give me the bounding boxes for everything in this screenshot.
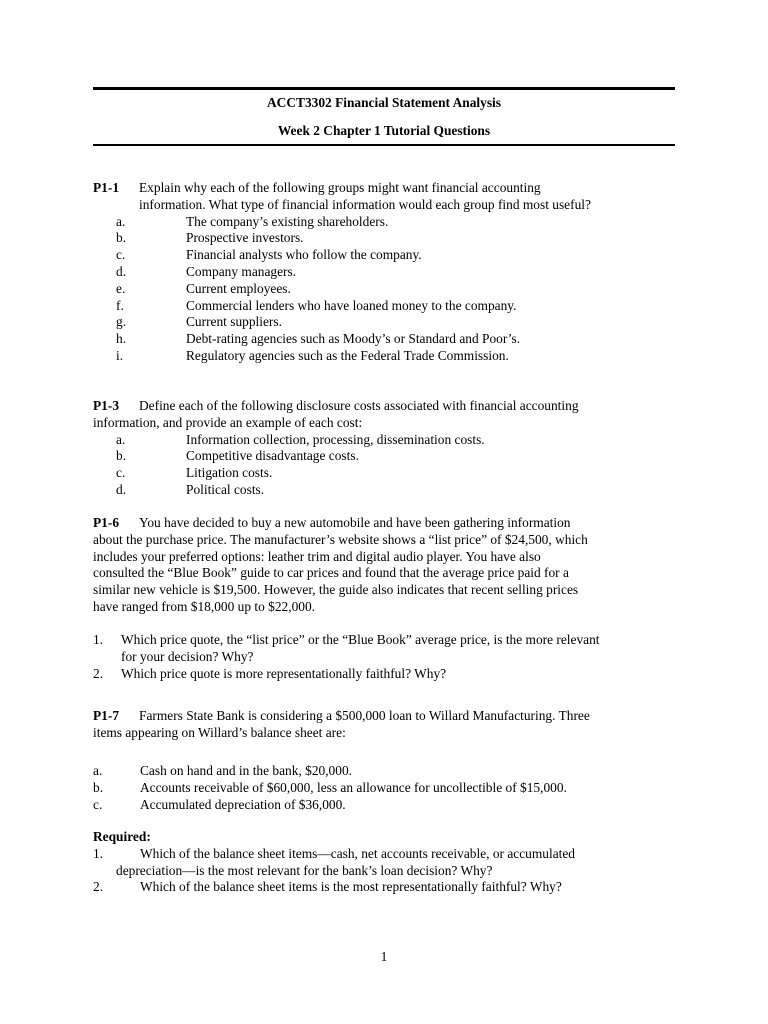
question-text: for your decision? Why? xyxy=(121,648,254,664)
problem-id: P1-3 xyxy=(93,398,120,413)
item-label: e. xyxy=(116,280,126,296)
item-label: a. xyxy=(116,213,126,229)
item-text: Debt-rating agencies such as Moody’s or Standard and Poor’s. xyxy=(186,331,521,347)
question-item xyxy=(93,846,683,863)
list-item xyxy=(93,448,683,465)
problem-id: P1-1 xyxy=(93,180,120,195)
item-text: Company managers. xyxy=(186,263,297,279)
item-label: c. xyxy=(93,796,103,812)
problem-id: P1-7 xyxy=(93,708,120,723)
item-label: g. xyxy=(116,314,127,330)
item-text: Information collection, processing, dissemination costs. xyxy=(186,431,485,447)
problem-p1-6-questions xyxy=(93,632,683,682)
problem-p1-1 xyxy=(93,180,683,365)
question-item xyxy=(93,879,683,896)
week-title: Week 2 Chapter 1 Tutorial Questions xyxy=(277,123,491,138)
problem-p1-7-required xyxy=(93,829,683,896)
item-label: a. xyxy=(116,431,126,447)
question-label: 2. xyxy=(93,879,104,895)
question-text: Which of the balance sheet items—cash, net accounts receivable, or accumulated xyxy=(140,845,575,861)
item-text: The company’s existing shareholders. xyxy=(186,213,389,229)
item-text: Financial analysts who follow the company. xyxy=(186,247,422,263)
problem-text: Define each of the following disclosure costs associated with financial accounting xyxy=(139,398,579,413)
list-item xyxy=(93,482,683,499)
item-label: b. xyxy=(116,448,127,464)
item-label: i. xyxy=(116,347,124,363)
question-text: Which price quote, the “list price” or the “Blue Book” average price, is the more relevant xyxy=(121,632,600,647)
list-item xyxy=(93,763,683,780)
list-item xyxy=(93,281,683,298)
list-item xyxy=(93,298,683,315)
list-item xyxy=(93,314,683,331)
problem-text: information. What type of financial information would each group find most useful? xyxy=(139,196,591,212)
list-item xyxy=(93,780,683,797)
question-text: depreciation—is the most relevant for the bank’s loan decision? Why? xyxy=(116,862,493,878)
list-item xyxy=(93,797,683,814)
item-label: a. xyxy=(93,763,103,778)
question-text: Which price quote is more representationally faithful? Why? xyxy=(121,665,447,681)
item-label: c. xyxy=(116,465,126,481)
problem-text: Explain why each of the following groups might want financial accounting xyxy=(139,180,541,195)
item-text: Competitive disadvantage costs. xyxy=(186,448,359,464)
problem-text: about the purchase price. The manufacturer’s website shows a “list price” of $24,500, which xyxy=(93,531,588,547)
list-item xyxy=(93,264,683,281)
question-item xyxy=(93,666,683,683)
list-item xyxy=(93,465,683,482)
question-label: 1. xyxy=(93,632,104,647)
item-text: Current suppliers. xyxy=(186,314,282,330)
problem-p1-6 xyxy=(93,515,683,616)
problem-text: information, and provide an example of each cost: xyxy=(93,414,363,430)
item-text: Prospective investors. xyxy=(186,230,304,246)
list-item xyxy=(93,247,683,264)
problem-p1-3 xyxy=(93,398,683,499)
list-item xyxy=(93,230,683,247)
list-item xyxy=(93,432,683,449)
problem-text: consulted the “Blue Book” guide to car prices and found that the average price paid for a xyxy=(93,565,569,581)
problem-text: Farmers State Bank is considering a $500,000 loan to Willard Manufacturing. Three xyxy=(139,708,590,723)
list-item xyxy=(93,214,683,231)
item-label: d. xyxy=(116,481,127,497)
item-label: b. xyxy=(93,779,104,795)
problem-p1-7-items xyxy=(93,763,683,813)
item-text: Current employees. xyxy=(186,280,291,296)
header-bottom-rule xyxy=(93,144,675,146)
required-heading: Required: xyxy=(93,829,151,844)
problem-text: You have decided to buy a new automobile and have been gathering information xyxy=(139,515,571,530)
header-top-rule xyxy=(93,87,675,90)
item-text: Accumulated depreciation of $36,000. xyxy=(140,796,346,812)
item-text: Commercial lenders who have loaned money to the company. xyxy=(186,297,517,313)
item-label: d. xyxy=(116,263,127,279)
course-title: ACCT3302 Financial Statement Analysis xyxy=(267,95,501,110)
page-number: 1 xyxy=(380,949,388,964)
list-item xyxy=(93,331,683,348)
question-label: 1. xyxy=(93,845,104,861)
list-item xyxy=(93,348,683,365)
item-label: h. xyxy=(116,331,127,347)
problem-p1-7 xyxy=(93,708,683,742)
question-item xyxy=(93,632,683,649)
item-text: Political costs. xyxy=(186,481,265,497)
item-label: b. xyxy=(116,230,127,246)
problem-text: similar new vehicle is $19,500. However, the guide also indicates that recent selling prices xyxy=(93,582,579,598)
question-label: 2. xyxy=(93,665,104,681)
item-label: f. xyxy=(116,297,124,313)
item-text: Accounts receivable of $60,000, less an allowance for uncollectible of $15,000. xyxy=(140,779,567,795)
item-label: c. xyxy=(116,247,126,263)
question-text: Which of the balance sheet items is the most representationally faithful? Why? xyxy=(140,879,562,895)
item-text: Litigation costs. xyxy=(186,465,273,481)
problem-text: have ranged from $18,000 up to $22,000. xyxy=(93,598,316,614)
problem-text: includes your preferred options: leather trim and digital audio player. You have also xyxy=(93,548,541,564)
item-text: Cash on hand and in the bank, $20,000. xyxy=(140,763,352,778)
item-text: Regulatory agencies such as the Federal Trade Commission. xyxy=(186,347,509,363)
problem-id: P1-6 xyxy=(93,515,120,530)
problem-text: items appearing on Willard’s balance sheet are: xyxy=(93,724,346,740)
